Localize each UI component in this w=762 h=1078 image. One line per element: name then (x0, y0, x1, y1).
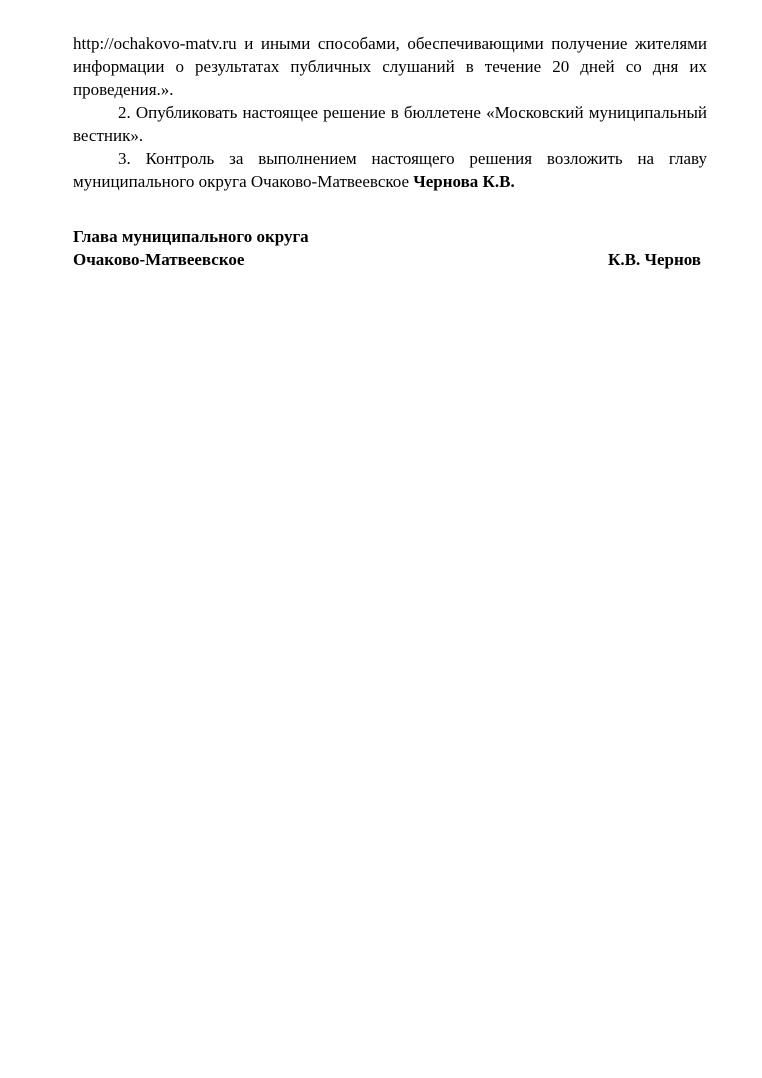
signatory-name: К.В. Чернов (608, 250, 701, 269)
paragraph-publish-decision (73, 101, 707, 147)
signature-title-line-1: Глава муниципального округа (73, 227, 309, 246)
paragraph-2-text: 2. Опубликовать настоящее решение в бюллетене «Московский муниципальный вестник». (73, 103, 707, 145)
signature-row (73, 248, 707, 271)
signature-block (73, 225, 707, 271)
signature-title-line-2: Очаково-Матвеевское (73, 250, 245, 269)
paragraph-1-text: и иными способами, обеспечивающими получение жителями информации о результатах публичных слушаний в течение 20 дней со дня их проведения.». (73, 34, 707, 99)
paragraph-control-assignment (73, 147, 707, 193)
responsible-person-name: Чернова К.В. (413, 172, 515, 191)
paragraph-3-text: 3. Контроль за выполнением настоящего решения возложить на главу муниципального округа Очаково-Матвеевское (73, 149, 707, 191)
paragraph-publication-method (73, 32, 707, 101)
document-page (73, 32, 707, 271)
website-url: http://ochakovo-matv.ru (73, 34, 237, 53)
